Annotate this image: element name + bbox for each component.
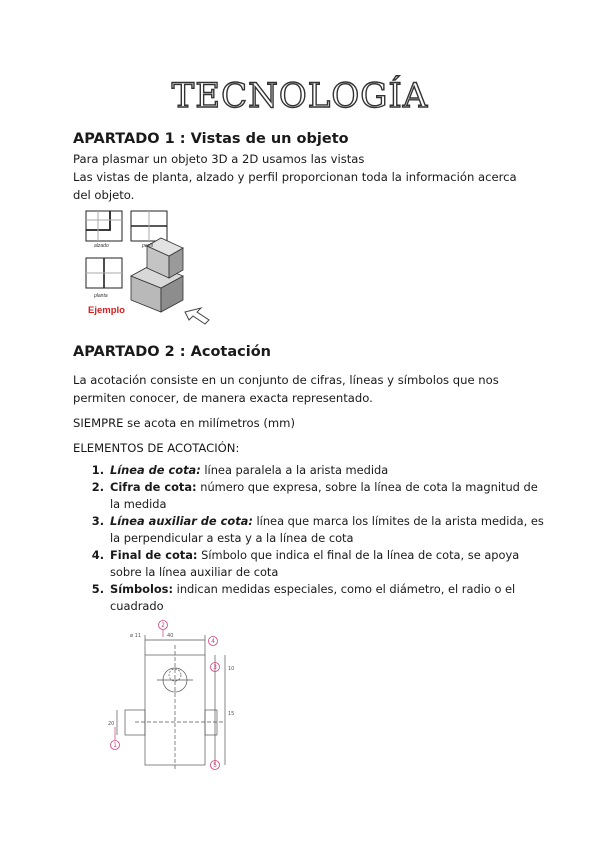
- section1-heading: APARTADO 1 : Vistas de un objeto: [73, 131, 349, 147]
- marker-1: [111, 727, 120, 750]
- svg-text:2: 2: [161, 622, 165, 629]
- marker-3: [211, 663, 220, 672]
- svg-text:10: 10: [228, 666, 235, 672]
- section2-elements-title: ELEMENTOS DE ACOTACIÓN:: [73, 441, 240, 455]
- perfil-view: [131, 211, 167, 241]
- list-item: 1. Línea de cota: línea paralela a la arista medida: [108, 462, 548, 479]
- label-alzado: alzado: [94, 243, 109, 249]
- marker-5: [211, 761, 220, 770]
- label-perfil: perfil: [142, 243, 153, 249]
- isometric-object: [131, 238, 183, 312]
- page-title: TECNOLOGÍA: [171, 76, 429, 116]
- svg-text:40: 40: [167, 633, 174, 639]
- figure-caption: Ejemplo: [88, 305, 125, 316]
- section2-intro: La acotación consiste en un conjunto de cifras, líneas y símbolos que nos permiten conocer, de manera exacta representado.: [73, 373, 499, 405]
- marker-4: [209, 637, 218, 646]
- svg-text:20: 20: [108, 721, 115, 727]
- list-item: 4. Final de cota: Símbolo que indica el final de la línea de cota, se apoya sobre la línea auxiliar de cota: [108, 547, 548, 581]
- svg-text:ø 11: ø 11: [130, 633, 142, 639]
- alzado-view: [86, 211, 122, 241]
- section1-line1: Para plasmar un objeto 3D a 2D usamos las vistas: [73, 152, 365, 166]
- section2-heading: APARTADO 2 : Acotación: [73, 344, 271, 360]
- svg-text:5: 5: [213, 762, 217, 769]
- diagram-markers: [105, 615, 255, 775]
- list-item: 2. Cifra de cota: número que expresa, sobre la línea de cota la magnitud de la medida: [108, 479, 548, 513]
- label-planta: planta: [94, 293, 108, 299]
- pointer-arrow-icon: [185, 308, 209, 324]
- list-item: 5. Símbolos: indican medidas especiales, como el diámetro, el radio o el cuadrado: [108, 581, 548, 615]
- svg-text:15: 15: [228, 711, 235, 717]
- svg-text:3: 3: [213, 664, 217, 671]
- list-item: 3. Línea auxiliar de cota: línea que marca los límites de la arista medida, es la perpendicular a esta y a la línea de cota: [108, 513, 548, 547]
- svg-text:1: 1: [113, 742, 117, 749]
- elements-list: [90, 462, 548, 615]
- planta-view: [86, 258, 122, 288]
- section1-line2: Las vistas de planta, alzado y perfil proporcionan toda la información acerca del objeto.: [73, 170, 517, 202]
- section2-units: SIEMPRE se acota en milímetros (mm): [73, 416, 295, 430]
- svg-text:4: 4: [211, 638, 215, 645]
- marker-2: [159, 621, 168, 638]
